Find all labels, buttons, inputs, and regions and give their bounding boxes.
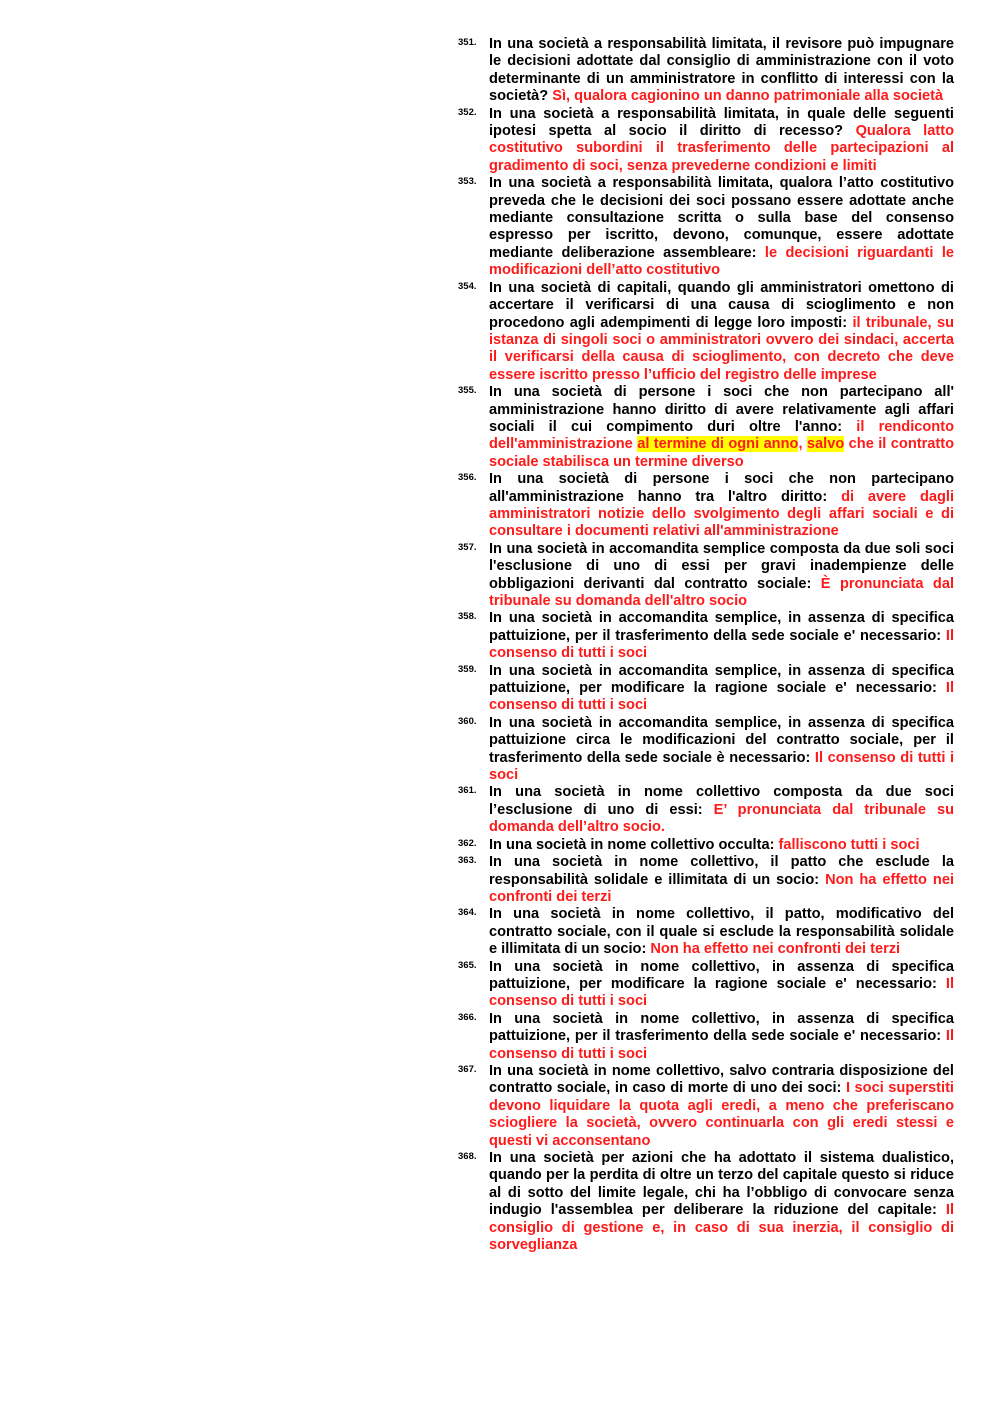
- question-number: 368.: [458, 1151, 477, 1162]
- question: In una società di capitali, quando gli amministratori omettono di accertare il verificarsi di una causa di scioglimento e non procedono agli adempimenti di legge loro imposti:: [489, 279, 954, 331]
- question: In una società di persone i soci che non partecipano all' amministrazione hanno diritto di avere relativamente agli affari sociali il cui compimento duri oltre l'anno:: [489, 384, 954, 435]
- question: In una società in nome collettivo composta da due soci l’esclusione di uno di essi:: [489, 784, 954, 818]
- question: In una società in accomandita semplice, in assenza di specifica pattuizione, per il trasferimento della sede sociale e' necessario:: [489, 610, 954, 644]
- list-item: [452, 1011, 954, 1063]
- question: In una società in nome collettivo, in assenza di specifica pattuizione, per modificare la ragione sociale e' necessario:: [489, 958, 954, 992]
- question-text: [489, 959, 954, 1011]
- question-text: [489, 906, 954, 958]
- question-text: [489, 610, 954, 662]
- question-number: 363.: [458, 855, 477, 867]
- answer: Il consenso di tutti i soci: [489, 680, 954, 714]
- list-item: [452, 106, 954, 176]
- question: In una società a responsabilità limitata, in quale delle seguenti ipotesi spetta al socio il diritto di recesso?: [489, 105, 954, 140]
- list-item: [452, 715, 954, 785]
- list-item: [452, 384, 954, 471]
- question-number: 356.: [458, 472, 477, 484]
- answer: il tribunale, su istanza di singoli soci o amministratori ovvero dei sindaci, accerta il verificarsi della causa di scioglimento, con decreto che deve essere iscritto presso l’ufficio del registro delle imprese: [489, 314, 954, 383]
- answer: È pronunciata dal tribunale su domanda dell'altro socio: [489, 575, 954, 609]
- question-number: 354.: [458, 280, 477, 292]
- question-number: 353.: [458, 176, 477, 188]
- list-item: [452, 471, 954, 541]
- question-number: 360.: [458, 715, 477, 727]
- question-text: [489, 471, 954, 541]
- answer: Il consenso di tutti i soci: [489, 975, 954, 1010]
- question-text: [489, 541, 954, 611]
- answer: Il consenso di tutti i soci: [489, 749, 954, 784]
- list-item: [452, 36, 954, 106]
- question-number: 355.: [458, 385, 477, 397]
- answer: Il consiglio di gestione e, in caso di sua inerzia, il consiglio di sorveglianza: [489, 1202, 954, 1254]
- list-item: [452, 1150, 954, 1254]
- question-number: 364.: [458, 907, 477, 919]
- list-item: [452, 280, 954, 384]
- question: In una società a responsabilità limitata, il revisore può impugnare le decisioni adottate dal consiglio di amministrazione con il voto determinante di un amministratore in conflitto di interessi con la società?: [489, 36, 954, 105]
- list-item: [452, 610, 954, 662]
- answer: I soci superstiti devono liquidare la quota agli eredi, a meno che preferiscano sciogliere la società, ovvero continuarla con gli eredi stessi e questi vi acconsentano: [489, 1080, 954, 1149]
- question-text: [489, 36, 954, 106]
- question-text: [489, 1011, 954, 1063]
- highlighted-answer-part: salvo: [806, 436, 845, 453]
- question-number: 361.: [458, 785, 477, 797]
- list-item: [452, 906, 954, 958]
- question-number: 357.: [458, 541, 477, 553]
- question-number: 365.: [458, 959, 477, 971]
- question-number: 352.: [458, 106, 477, 118]
- list-item: [452, 663, 954, 715]
- question-text: [489, 715, 954, 785]
- answer: Sì, qualora cagionino un danno patrimoniale alla società: [552, 88, 944, 105]
- question: In una società in nome collettivo, il patto che esclude la responsabilità solidale e illimitata di un socio:: [489, 854, 954, 888]
- question-text: [489, 663, 954, 715]
- list-item: [452, 959, 954, 1011]
- question-number: 362.: [458, 837, 477, 849]
- question: In una società a responsabilità limitata, qualora l’atto costitutivo preveda che le decisioni dei soci possano essere adottate anche mediante consultazione scritta o sulla base del consenso espresso per iscritto, devono, comunque, essere adottate mediante deliberazione assembleare:: [489, 175, 954, 261]
- question-text: [489, 854, 954, 906]
- answer: Il consenso di tutti i soci: [489, 1028, 954, 1062]
- question: In una società in nome collettivo, in assenza di specifica pattuizione, per il trasferimento della sede sociale e' necessario:: [489, 1010, 954, 1045]
- question: In una società in accomandita semplice composta da due soli soci l'esclusione di uno di essi per gravi inadempienze delle obbligazioni derivanti dal contratto sociale:: [489, 540, 954, 592]
- list-item: [452, 1063, 954, 1150]
- answer: le decisioni riguardanti le modificazioni dell’atto costitutivo: [489, 244, 954, 279]
- question-text: [489, 280, 954, 384]
- question-text: [489, 837, 954, 854]
- question-number: 351.: [458, 37, 477, 48]
- answer: di avere dagli amministratori notizie dello svolgimento degli affari sociali e di consultare i documenti relativi all'amministrazione: [489, 488, 955, 540]
- question: In una società in accomandita semplice, in assenza di specifica pattuizione circa le modificazioni del contratto sociale, per il trasferimento della sede sociale è necessario:: [489, 714, 954, 766]
- answer-part: il rendiconto dell'amministrazione: [489, 418, 954, 453]
- question-number: 367.: [458, 1063, 477, 1075]
- list-item: [452, 854, 954, 906]
- question: In una società per azioni che ha adottato il sistema dualistico, quando per la perdita di oltre un terzo del capitale questo si riduce al di sotto del limite legale, chi ha l’obbligo di convocare senza indugio l'assemblea per deliberare la riduzione del capitale:: [489, 1150, 954, 1219]
- question-text: [489, 384, 954, 471]
- answer: Qualora latto costitutivo subordini il trasferimento delle partecipazioni al gradimento di soci, senza prevederne condizioni e limiti: [489, 123, 954, 174]
- answer: Non ha effetto nei confronti dei terzi: [489, 871, 954, 905]
- answer-part: ,: [798, 436, 807, 453]
- question-text: [489, 1063, 954, 1150]
- list-item: [452, 175, 954, 279]
- list-item: [452, 784, 954, 836]
- question-text: [489, 106, 954, 176]
- answer: Non ha effetto nei confronti dei terzi: [650, 941, 901, 958]
- question-list: [452, 36, 954, 1254]
- answer: Il consenso di tutti i soci: [489, 627, 954, 662]
- question-text: [489, 784, 954, 836]
- question: In una società in nome collettivo, il patto, modificativo del contratto sociale, con il quale si esclude la responsabilità solidale e illimitata di un socio:: [489, 906, 954, 958]
- list-item: [452, 541, 954, 611]
- question: In una società in accomandita semplice, in assenza di specifica pattuizione, per modificare la ragione sociale e' necessario:: [489, 662, 954, 697]
- question-text: [489, 175, 954, 279]
- highlighted-answer-part: al termine di ogni anno: [637, 436, 799, 453]
- question-number: 358.: [458, 611, 477, 623]
- list-item: [452, 837, 954, 854]
- question-text: [489, 1150, 954, 1254]
- question-number: 366.: [458, 1011, 477, 1023]
- answer: falliscono tutti i soci: [778, 836, 920, 853]
- question: In una società in nome collettivo occulta:: [489, 836, 779, 853]
- answer: E’ pronunciata dal tribunale su domanda dell’altro socio.: [489, 801, 954, 836]
- question-number: 359.: [458, 663, 477, 675]
- question: In una società di persone i soci che non partecipano all'amministrazione hanno tra l'altro diritto:: [489, 471, 954, 505]
- question: In una società in nome collettivo, salvo contraria disposizione del contratto sociale, in caso di morte di uno dei soci:: [489, 1062, 954, 1097]
- answer-part: che il contratto sociale stabilisca un termine diverso: [489, 436, 955, 470]
